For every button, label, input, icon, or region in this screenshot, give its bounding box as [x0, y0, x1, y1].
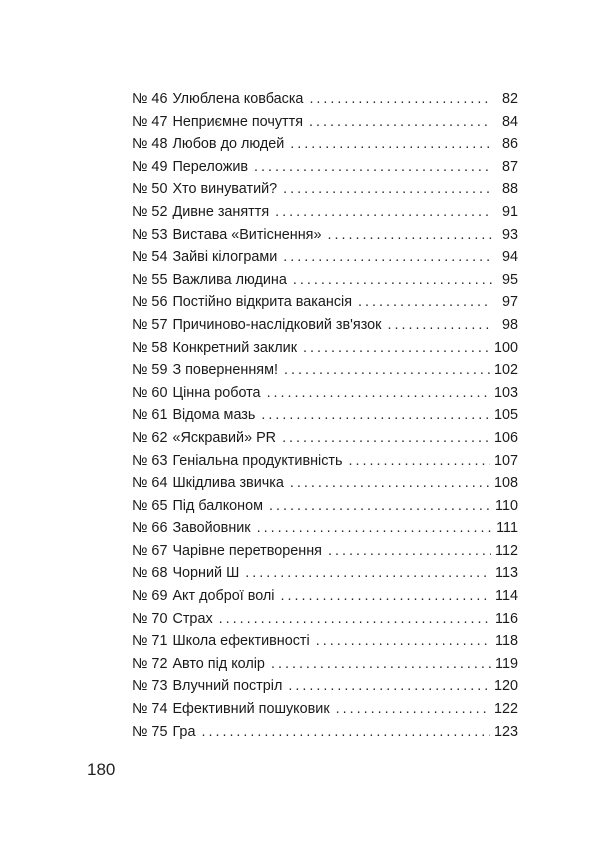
dot-leader [290, 133, 492, 156]
toc-entry [132, 88, 518, 111]
entry-number: № 63 [132, 452, 168, 469]
dot-leader [283, 246, 492, 269]
entry-title: Причиново-наслідковий зв'язок [172, 316, 382, 333]
entry-title: Чарівне перетворення [172, 542, 322, 559]
toc-entry [132, 337, 518, 360]
toc-entry [132, 201, 518, 224]
dot-leader [328, 540, 491, 563]
toc-entry [132, 517, 518, 540]
entry-title: Відома мазь [172, 407, 256, 424]
toc-entry [132, 653, 518, 676]
toc-entry [132, 698, 518, 721]
dot-leader [349, 450, 490, 473]
entry-number: № 64 [132, 475, 168, 492]
toc-entry [132, 246, 518, 269]
dot-leader [281, 585, 492, 608]
toc-entry [132, 427, 518, 450]
entry-page-number: 94 [501, 249, 518, 266]
toc-entry [132, 585, 518, 608]
dot-leader [275, 201, 492, 224]
entry-number: № 67 [132, 542, 168, 559]
dot-leader [261, 404, 490, 427]
entry-number: № 71 [132, 633, 168, 650]
dot-leader [201, 721, 490, 744]
toc-entry [132, 178, 518, 201]
dot-leader [309, 111, 492, 134]
dot-leader [309, 88, 492, 111]
entry-number: № 56 [132, 294, 168, 311]
entry-page-number: 91 [501, 203, 518, 220]
entry-page-number: 86 [501, 136, 518, 153]
entry-number: № 55 [132, 271, 168, 288]
entry-number: № 46 [132, 91, 168, 107]
dot-leader [245, 562, 491, 585]
dot-leader [283, 178, 492, 201]
dot-leader [282, 427, 490, 450]
entry-title: Авто під колір [172, 655, 265, 672]
entry-number: № 54 [132, 249, 168, 266]
entry-number: № 74 [132, 701, 168, 718]
dot-leader [336, 698, 490, 721]
entry-page-number: 111 [496, 520, 518, 537]
toc-entry [132, 224, 518, 247]
dot-leader [284, 359, 490, 382]
entry-title: Зайві кілограми [172, 249, 278, 266]
entry-page-number: 105 [493, 407, 518, 424]
toc-entry [132, 382, 518, 405]
entry-title: «Яскравий» PR [172, 429, 277, 446]
entry-page-number: 102 [493, 362, 518, 379]
entry-number: № 57 [132, 316, 168, 333]
entry-number: № 69 [132, 588, 168, 605]
dot-leader [293, 269, 492, 292]
toc-entry [132, 111, 518, 134]
entry-title: Під балконом [172, 497, 264, 514]
toc-entry [132, 450, 518, 473]
toc-entry [132, 721, 518, 744]
entry-number: № 49 [132, 158, 168, 175]
entry-number: № 47 [132, 113, 168, 130]
entry-number: № 65 [132, 497, 168, 514]
entry-number: № 60 [132, 384, 168, 401]
entry-number: № 53 [132, 226, 168, 243]
entry-title: Улюблена ковбаска [172, 91, 304, 107]
toc-entry [132, 472, 518, 495]
entry-number: № 50 [132, 181, 168, 198]
dot-leader [269, 495, 491, 518]
entry-page-number: 122 [493, 701, 518, 718]
dot-leader [316, 630, 491, 653]
entry-title: Страх [172, 610, 213, 627]
toc-entry [132, 562, 518, 585]
entry-page-number: 120 [493, 678, 518, 695]
entry-number: № 52 [132, 203, 168, 220]
entry-page-number: 112 [495, 542, 518, 559]
toc-entry [132, 269, 518, 292]
entry-page-number: 100 [493, 339, 518, 356]
dot-leader [290, 472, 490, 495]
entry-title: Школа ефективності [172, 633, 310, 650]
entry-number: № 62 [132, 429, 168, 446]
entry-title: Дивне заняття [172, 203, 270, 220]
entry-page-number: 116 [495, 610, 518, 627]
toc-entry [132, 314, 518, 337]
entry-page-number: 106 [493, 429, 518, 446]
entry-number: № 59 [132, 362, 168, 379]
dot-leader [267, 382, 490, 405]
entry-title: Завойовник [172, 520, 251, 537]
entry-title: Хто винуватий? [172, 181, 278, 198]
dot-leader [288, 675, 490, 698]
entry-page-number: 108 [493, 475, 518, 492]
entry-title: Конкретний заклик [172, 339, 298, 356]
entry-title: Вистава «Витіснення» [172, 226, 322, 243]
entry-page-number: 123 [493, 723, 518, 740]
entry-number: № 61 [132, 407, 168, 424]
entry-page-number: 103 [493, 384, 518, 401]
entry-title: Неприємне почуття [172, 113, 304, 130]
entry-page-number: 118 [495, 633, 518, 650]
entry-title: Шкідлива звичка [172, 475, 284, 492]
toc-entry [132, 630, 518, 653]
toc-entry [132, 291, 518, 314]
entry-page-number: 97 [501, 294, 518, 311]
entry-title: Постійно відкрита вакансія [172, 294, 353, 311]
entry-number: № 75 [132, 723, 168, 740]
entry-page-number: 87 [501, 158, 518, 175]
entry-page-number: 98 [501, 316, 518, 333]
entry-title: Чорний Ш [172, 565, 240, 582]
entry-number: № 48 [132, 136, 168, 153]
toc-entry [132, 608, 518, 631]
entry-number: № 68 [132, 565, 168, 582]
entry-page-number: 107 [493, 452, 518, 469]
entry-page-number: 95 [501, 271, 518, 288]
dot-leader [358, 291, 492, 314]
toc-entry [132, 359, 518, 382]
entry-title: Важлива людина [172, 271, 287, 288]
entry-number: № 66 [132, 520, 168, 537]
entry-title: Цінна робота [172, 384, 261, 401]
entry-number: № 72 [132, 655, 168, 672]
entry-title: Влучний постріл [172, 678, 283, 695]
toc-entry [132, 156, 518, 179]
entry-page-number: 88 [501, 181, 518, 198]
dot-leader [257, 517, 492, 540]
toc-entry [132, 495, 518, 518]
entry-title: Геніальна продуктивність [172, 452, 343, 469]
dot-leader [387, 314, 492, 337]
dot-leader [219, 608, 491, 631]
toc-entry [132, 404, 518, 427]
dot-leader [254, 156, 492, 179]
dot-leader [271, 653, 491, 676]
entry-page-number: 113 [495, 565, 518, 582]
toc-entry [132, 675, 518, 698]
toc-entry [132, 540, 518, 563]
table-of-contents [132, 88, 518, 743]
dot-leader [303, 337, 490, 360]
entry-number: № 70 [132, 610, 168, 627]
entry-title: Любов до людей [172, 136, 285, 153]
entry-page-number: 93 [501, 226, 518, 243]
entry-title: Акт доброї волі [172, 588, 275, 605]
entry-number: № 73 [132, 678, 168, 695]
page-number: 180 [87, 760, 116, 779]
entry-page-number: 110 [495, 497, 518, 514]
entry-title: Ефективний пошуковик [172, 701, 330, 718]
entry-page-number: 114 [495, 588, 518, 605]
entry-page-number: 84 [501, 113, 518, 130]
entry-number: № 58 [132, 339, 168, 356]
toc-entry [132, 133, 518, 156]
entry-page-number: 82 [501, 91, 518, 107]
dot-leader [327, 224, 492, 247]
entry-page-number: 119 [495, 655, 518, 672]
entry-title: З поверненням! [172, 362, 278, 379]
entry-title: Переложив [172, 158, 249, 175]
entry-title: Гра [172, 723, 196, 740]
